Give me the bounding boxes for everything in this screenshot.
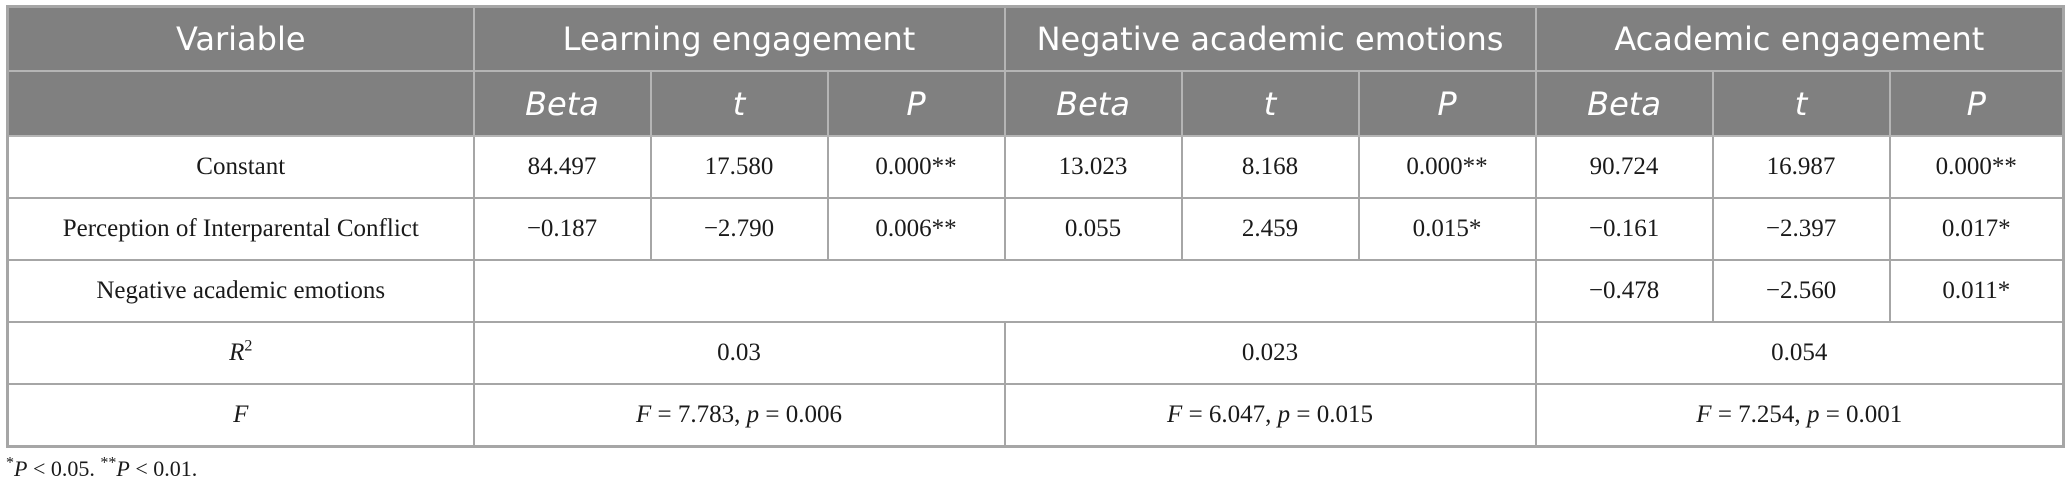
cell-value: 16.987 [1713, 136, 1890, 198]
header-group-negative-academic-emotions: Negative academic emotions [1005, 7, 1536, 72]
p-symbol: p [1806, 401, 1820, 428]
cell-value: 0.023 [1005, 322, 1536, 384]
f-symbol: F [636, 401, 652, 428]
table-footnote [6, 456, 197, 482]
p-symbol: p [1277, 401, 1291, 428]
cell-value: −2.560 [1713, 260, 1890, 322]
cell-value: 17.580 [651, 136, 828, 198]
cell-value: 0.006** [828, 198, 1005, 260]
footnote-star: * [6, 454, 14, 472]
row-label: Perception of Interparental Conflict [8, 198, 474, 260]
regression-table-container [6, 5, 2064, 448]
footnote-star: ** [100, 454, 117, 472]
empty-merged-cell [474, 260, 1536, 322]
f-value: = 7.254, [1711, 401, 1807, 428]
cell-value: 90.724 [1536, 136, 1713, 198]
f-value: = 7.783, [651, 401, 747, 428]
cell-value: 2.459 [1182, 198, 1359, 260]
header-beta: Beta [1005, 71, 1182, 136]
header-t: t [1182, 71, 1359, 136]
cell-value: 0.000** [1359, 136, 1536, 198]
footnote-p: P [116, 456, 130, 481]
p-value: = 0.001 [1819, 401, 1903, 428]
cell-value: 8.168 [1182, 136, 1359, 198]
f-symbol: F [1167, 401, 1183, 428]
table-row-f-statistic [8, 384, 2064, 447]
superscript: 2 [244, 337, 253, 355]
p-value: = 0.015 [1290, 401, 1374, 428]
header-empty-cell [8, 71, 474, 136]
header-beta: Beta [1536, 71, 1713, 136]
cell-value: 0.011* [1890, 260, 2064, 322]
header-variable: Variable [8, 7, 474, 72]
cell-value: 0.000** [828, 136, 1005, 198]
p-symbol: p [746, 401, 760, 428]
row-label [8, 322, 474, 384]
cell-value: 0.015* [1359, 198, 1536, 260]
cell-value: 0.055 [1005, 198, 1182, 260]
f-symbol: F [1696, 401, 1712, 428]
p-value: = 0.006 [759, 401, 842, 428]
cell-value: 0.03 [474, 322, 1005, 384]
table-row-negative-academic-emotions [8, 260, 2064, 322]
cell-value: 84.497 [474, 136, 651, 198]
table-row-interparental-conflict [8, 198, 2064, 260]
footnote-text: < 0.01. [129, 456, 198, 481]
header-group-learning-engagement: Learning engagement [474, 7, 1005, 72]
cell-value: −2.397 [1713, 198, 1890, 260]
cell-value: −0.478 [1536, 260, 1713, 322]
header-beta: Beta [474, 71, 651, 136]
header-row-groups [8, 7, 2064, 72]
r-symbol: R [229, 339, 245, 366]
cell-value: −0.161 [1536, 198, 1713, 260]
cell-value: −2.790 [651, 198, 828, 260]
table-row-r-squared [8, 322, 2064, 384]
footnote-text: < 0.05. [27, 456, 101, 481]
header-p: P [1890, 71, 2064, 136]
header-group-academic-engagement: Academic engagement [1536, 7, 2064, 72]
cell-value [474, 384, 1005, 447]
table-row-constant [8, 136, 2064, 198]
row-label: Constant [8, 136, 474, 198]
header-t: t [651, 71, 828, 136]
cell-value: −0.187 [474, 198, 651, 260]
cell-value: 0.017* [1890, 198, 2064, 260]
regression-table [6, 5, 2065, 448]
footnote-p: P [14, 456, 28, 481]
header-p: P [1359, 71, 1536, 136]
cell-value [1536, 384, 2064, 447]
header-p: P [828, 71, 1005, 136]
cell-value: 0.000** [1890, 136, 2064, 198]
f-value: = 6.047, [1182, 401, 1278, 428]
row-label: Negative academic emotions [8, 260, 474, 322]
cell-value [1005, 384, 1536, 447]
cell-value: 13.023 [1005, 136, 1182, 198]
cell-value: 0.054 [1536, 322, 2064, 384]
header-row-stats [8, 71, 2064, 136]
header-t: t [1713, 71, 1890, 136]
row-label: F [8, 384, 474, 447]
